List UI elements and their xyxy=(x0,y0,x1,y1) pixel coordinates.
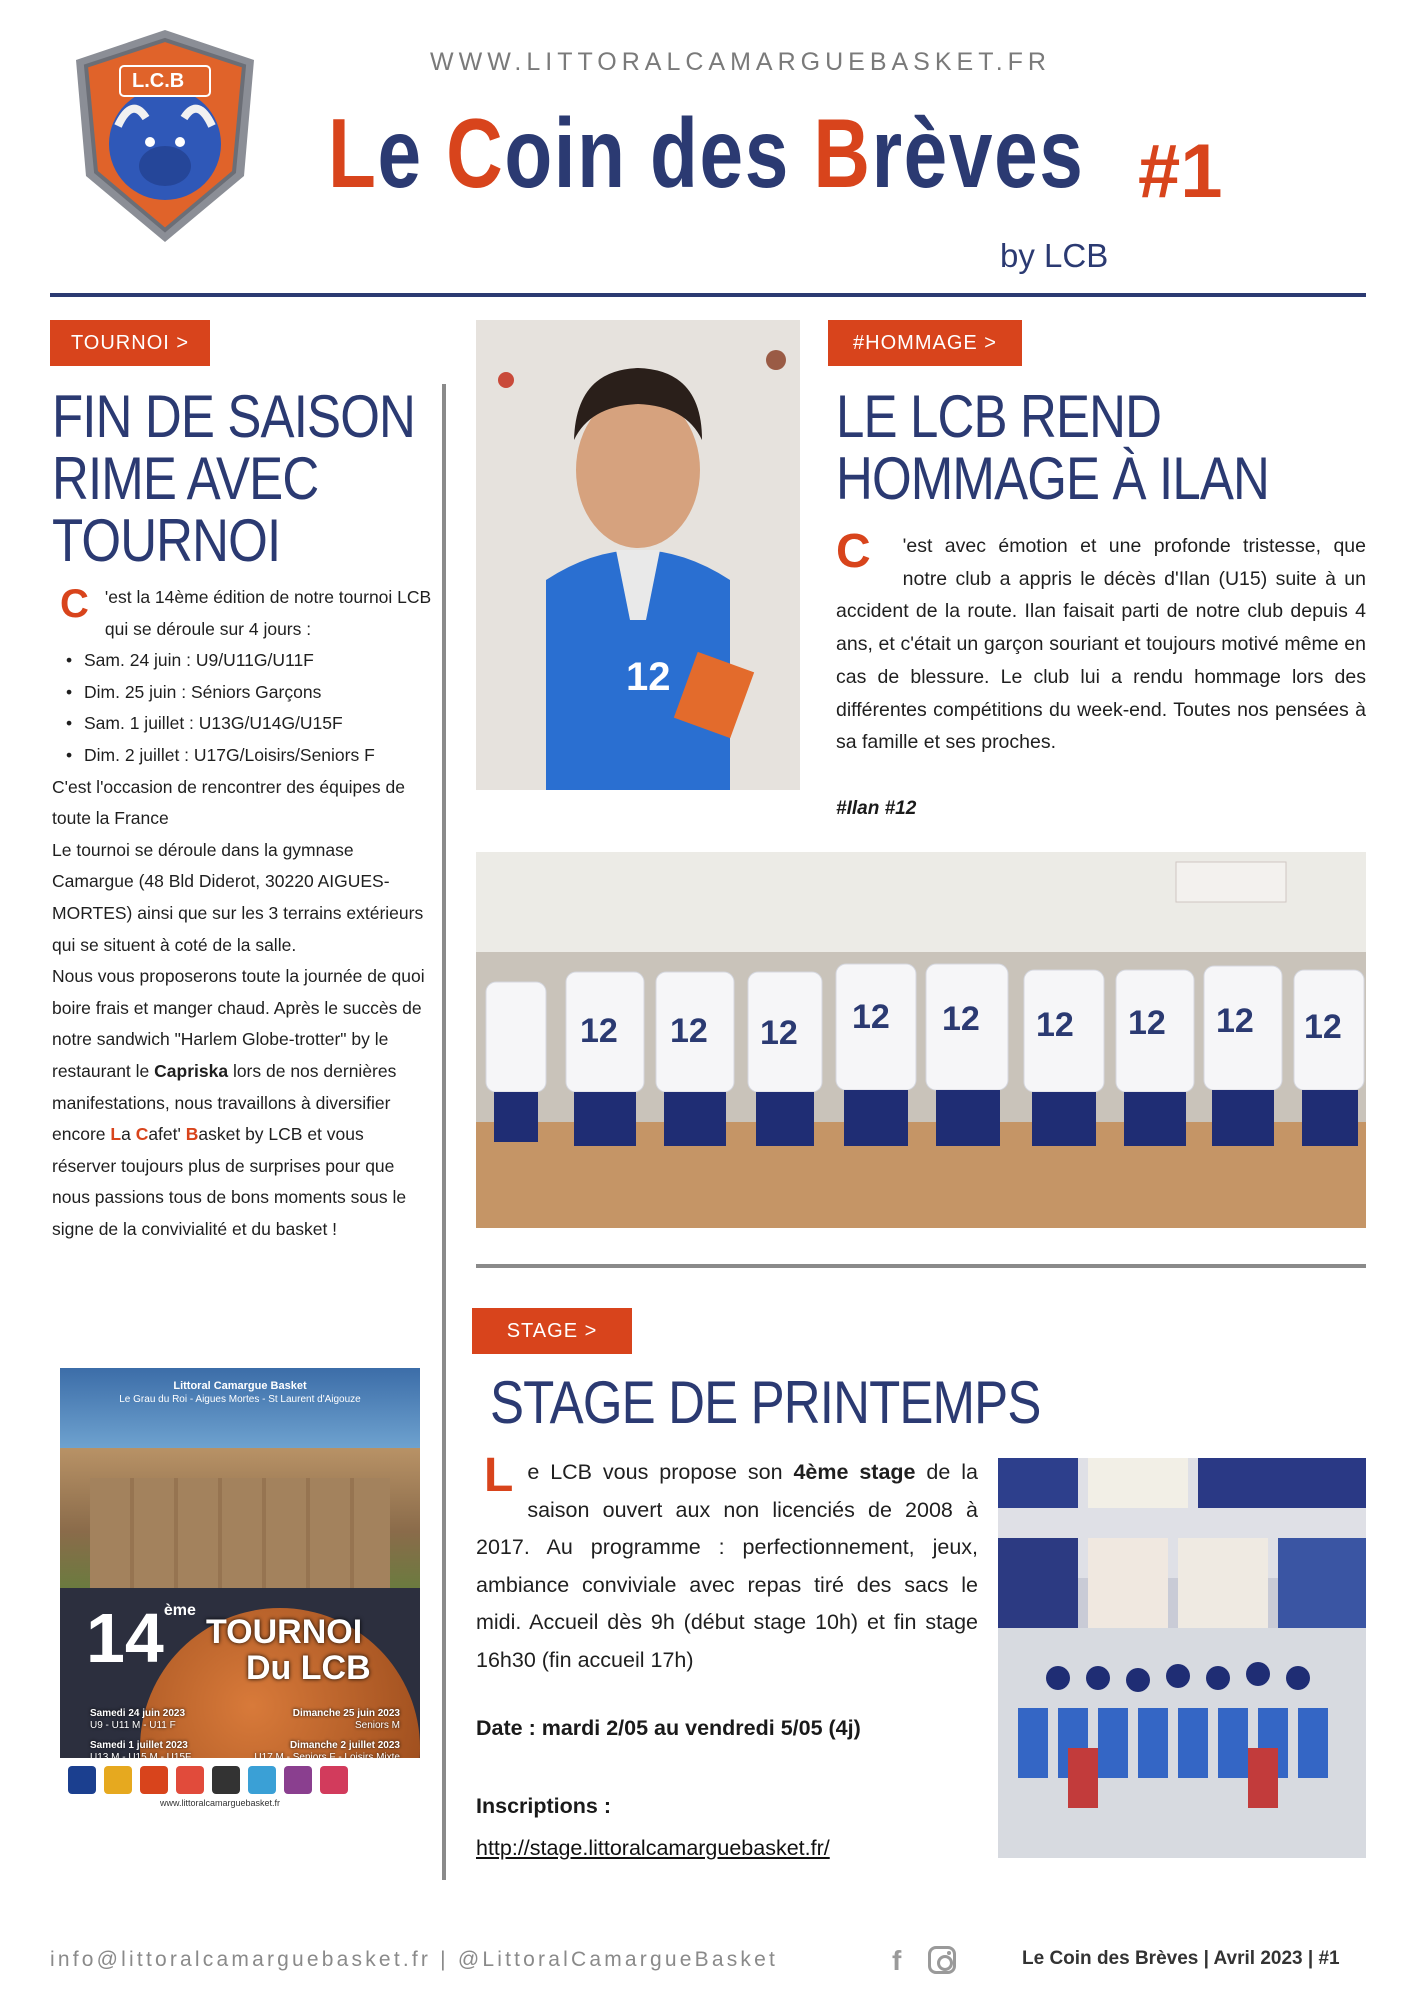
tournament-poster: Littoral Camargue Basket Le Grau du Roi - Aigues Mortes - St Laurent d'Aigouze 14ème TOURNOI Du LCB Samedi 24 juin 2023 Dimanche 25 juin 2023 U9 - U11 M - U11 F Seniors M Samedi 1 juillet 2023 Dimanche 2 juillet 2023 www.littoralcamarguebasket.fr xyxy=(60,1368,420,1816)
inscription-link[interactable]: http://stage.littoralcamarguebasket.fr/ xyxy=(476,1836,830,1860)
stage-group-photo xyxy=(998,1458,1366,1858)
site-url[interactable]: WWW.LITTORALCAMARGUEBASKET.FR xyxy=(430,48,1051,76)
list-item: • Dim. 2 juillet : U17G/Loisirs/Seniors F xyxy=(66,740,432,772)
club-logo xyxy=(62,26,268,248)
svg-text:12: 12 xyxy=(1216,1002,1254,1040)
dropcap: C xyxy=(60,582,89,626)
ilan-photo xyxy=(476,320,800,790)
issue-number: #1 xyxy=(1138,129,1223,214)
svg-text:12: 12 xyxy=(1304,1008,1342,1046)
tournoi-article: C 'est la 14ème édition de notre tournoi LCB qui se déroule sur 4 jours : • Sam. 24 juin : U9/U11G/U11F • Dim. 25 juin : Séniors Garçons • Sam. 1 juillet : U13G/U14G/U15F • Dim. 2 juillet : U17G/Loisirs/Seniors F C'est l'occasion de rencontrer des équipes de toute la France Le tournoi se déroule dans la gymnase Camargue (48 Bld Diderot, 30220 AIGUES-MORTES) ainsi que sur les 3 terrains extérieurs qui se situent à coté de la salle. Nous vous proposerons toute la journée de quoi boire frais et manger chaud. Après le succès de notre sandwich "Harlem Globe-trotter" by le restaurant le Capriska lors de nos dernières manifestations, nous travaillons à diversifier encore La Cafet' Basket by LCB et vous réserver toujours plus de surprises pour que nous passions tous de bons moments sous le signe de la convivialité et du basket ! xyxy=(52,582,432,1245)
dropcap: L xyxy=(484,1449,514,1502)
tag-stage: STAGE > xyxy=(472,1308,632,1354)
stage-headline: STAGE DE PRINTEMPS xyxy=(490,1369,1041,1436)
tag-tournoi: TOURNOI > xyxy=(50,320,210,366)
svg-text:12: 12 xyxy=(760,1014,798,1052)
svg-text:12: 12 xyxy=(580,1012,618,1050)
footer-issue-info: Le Coin des Brèves | Avril 2023 | #1 xyxy=(1022,1948,1340,1969)
team-tribute-photo xyxy=(476,852,1366,1228)
logo-text: L.C.B xyxy=(132,70,185,92)
tournoi-headline: FIN DE SAISON RIME AVEC TOURNOI xyxy=(52,383,416,574)
stage-article: Le LCB vous propose son 4ème stage de la saison ouvert aux non licenciés de 2008 à 2017. Au programme : perfectionnement, jeux, ambiance conviviale avec repas tiré des sacs le midi. Accueil dès 9h (début stage 10h) et fin stage 16h30 (fin accueil 17h) xyxy=(476,1449,978,1672)
svg-text:12: 12 xyxy=(670,1012,708,1050)
instagram-icon[interactable] xyxy=(928,1946,956,1974)
footer-contact[interactable]: info@littoralcamarguebasket.fr | @LittoralCamargueBasket xyxy=(50,1948,779,1971)
inscriptions-label: Inscriptions : xyxy=(476,1794,611,1818)
svg-text:12: 12 xyxy=(942,1000,980,1038)
hashtags: #Ilan #12 xyxy=(836,798,917,819)
byline: by LCB xyxy=(1000,237,1109,274)
svg-text:12: 12 xyxy=(1128,1004,1166,1042)
dropcap: C xyxy=(836,525,871,578)
facebook-icon[interactable]: f xyxy=(892,1945,902,1976)
page-title: Le Coin des Brèves xyxy=(328,98,1085,208)
list-item: • Dim. 25 juin : Séniors Garçons xyxy=(66,677,432,709)
tag-hommage: #HOMMAGE > xyxy=(828,320,1022,366)
hommage-headline: LE LCB REND HOMMAGE À ILAN xyxy=(836,383,1270,512)
schedule-list xyxy=(52,645,432,771)
stage-date: Date : mardi 2/05 au vendredi 5/05 (4j) xyxy=(476,1716,861,1740)
column-divider xyxy=(442,384,446,1880)
section-divider xyxy=(476,1264,1366,1268)
list-item: • Sam. 1 juillet : U13G/U14G/U15F xyxy=(66,708,432,740)
sponsor-logos: www.littoralcamarguebasket.fr xyxy=(60,1758,420,1816)
hommage-article: C 'est avec émotion et une profonde tristesse, que notre club a appris le décès d'Ilan (U15) suite à un accident de la route. Ilan faisait parti de notre club depuis 4 ans, et c'était un garçon souriant et toujours motivé même en cas de blessure. Le club lui a rendu hommage lors des différentes compétitions du week-end. Toutes nos pensées à sa famille et ses proches. xyxy=(836,525,1366,754)
svg-text:12: 12 xyxy=(1036,1006,1074,1044)
list-item: • Sam. 24 juin : U9/U11G/U11F xyxy=(66,645,432,677)
svg-text:12: 12 xyxy=(626,655,671,699)
header-divider xyxy=(50,293,1366,297)
svg-text:12: 12 xyxy=(852,998,890,1036)
